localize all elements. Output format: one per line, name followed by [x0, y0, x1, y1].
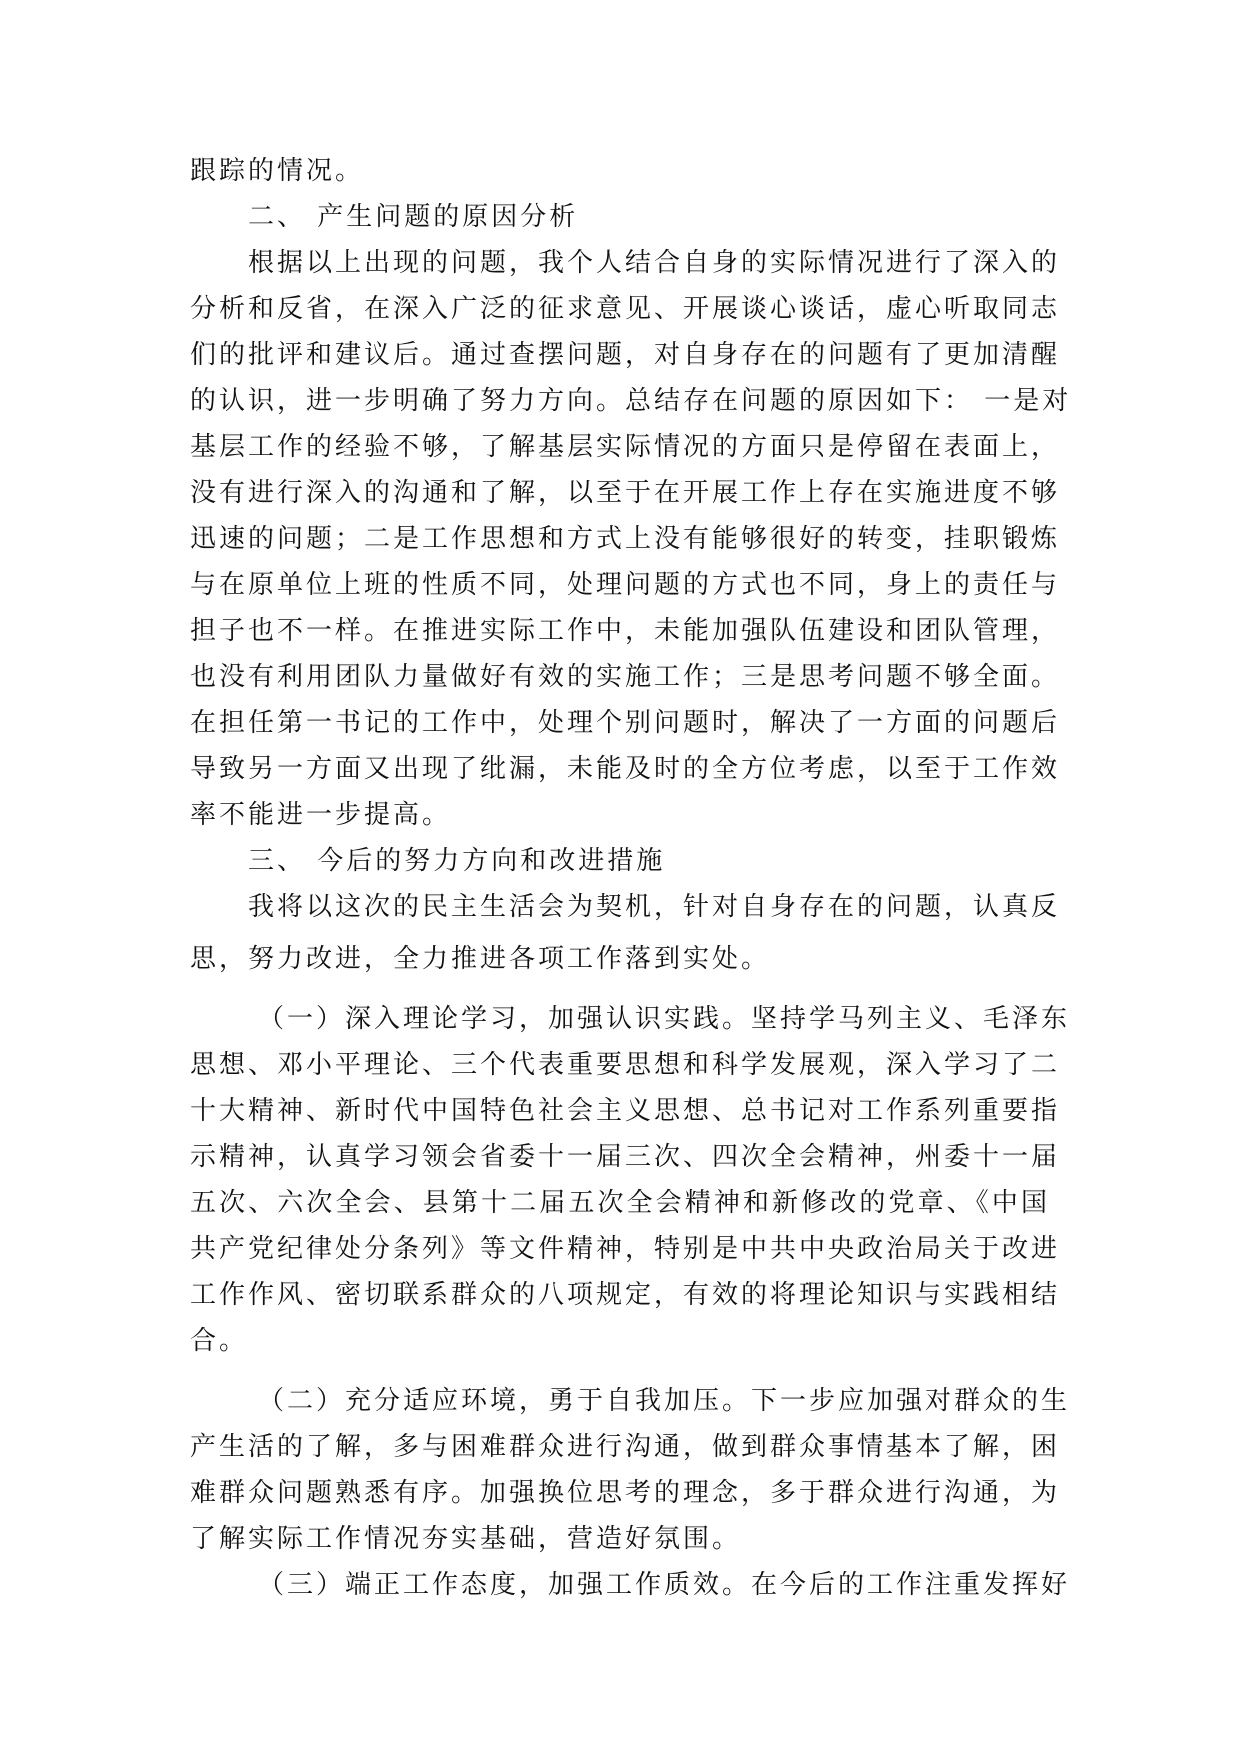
document-body [190, 148, 1072, 1608]
paragraph-line: 了解实际工作情况夯实基础，营造好氛围。 [190, 1524, 742, 1554]
paragraph-line: 基层工作的经验不够，了解基层实际情况的方面只是停留在表面上， [190, 432, 1061, 462]
paragraph-line: 的认识，进一步明确了努力方向。总结存在问题的原因如下： 一是对 [190, 386, 1072, 416]
paragraph-line: （一）深入理论学习，加强认识实践。坚持学马列主义、毛泽东 [258, 1004, 1071, 1034]
paragraph-line: 五次、六次全会、县第十二届五次全会精神和新修改的党章、《中国 [190, 1188, 1050, 1218]
section-heading: 三、 今后的努力方向和改进措施 [248, 846, 666, 876]
paragraph-line: （三）端正工作态度，加强工作质效。在今后的工作注重发挥好 [258, 1570, 1071, 1600]
paragraph-line: （二）充分适应环境，勇于自我加压。下一步应加强对群众的生 [258, 1386, 1071, 1416]
paragraph-line: 合。 [190, 1326, 249, 1356]
paragraph-line: 工作作风、密切联系群众的八项规定，有效的将理论知识与实践相结 [190, 1280, 1061, 1310]
paragraph-line: 示精神，认真学习领会省委十一届三次、四次全会精神，州委十一届 [190, 1142, 1061, 1172]
paragraph-line: 根据以上出现的问题，我个人结合自身的实际情况进行了深入的 [248, 248, 1061, 278]
paragraph-line: 跟踪的情况。 [190, 156, 365, 186]
paragraph-line: 们的批评和建议后。通过查摆问题，对自身存在的问题有了更加清醒 [190, 340, 1061, 370]
paragraph-line: 思想、邓小平理论、三个代表重要思想和科学发展观，深入学习了二 [190, 1050, 1061, 1080]
paragraph-line: 十大精神、新时代中国特色社会主义思想、总书记对工作系列重要指 [190, 1096, 1061, 1126]
paragraph-line: 我将以这次的民主生活会为契机，针对自身存在的问题，认真反 [248, 892, 1061, 922]
paragraph-line: 共产党纪律处分条列》等文件精神，特别是中共中央政治局关于改进 [190, 1234, 1061, 1264]
paragraph-line: 产生活的了解，多与困难群众进行沟通，做到群众事情基本了解，困 [190, 1432, 1061, 1462]
paragraph-line: 担子也不一样。在推进实际工作中，未能加强队伍建设和团队管理， [190, 616, 1061, 646]
paragraph-line: 导致另一方面又出现了纰漏，未能及时的全方位考虑，以至于工作效 [190, 754, 1061, 784]
paragraph-line: 迅速的问题；二是工作思想和方式上没有能够很好的转变，挂职锻炼 [190, 524, 1061, 554]
section-heading: 二、 产生问题的原因分析 [248, 202, 579, 232]
paragraph-line: 也没有利用团队力量做好有效的实施工作；三是思考问题不够全面。 [190, 662, 1061, 692]
paragraph-line: 没有进行深入的沟通和了解，以至于在开展工作上存在实施进度不够 [190, 478, 1061, 508]
paragraph-line: 率不能进一步提高。 [190, 800, 452, 830]
paragraph-line: 在担任第一书记的工作中，处理个别问题时，解决了一方面的问题后 [190, 708, 1061, 738]
paragraph-line: 分析和反省，在深入广泛的征求意见、开展谈心谈话，虚心听取同志 [190, 294, 1061, 324]
paragraph-line: 与在原单位上班的性质不同，处理问题的方式也不同，身上的责任与 [190, 570, 1061, 600]
paragraph-line: 思，努力改进，全力推进各项工作落到实处。 [190, 944, 771, 974]
paragraph-line: 难群众问题熟悉有序。加强换位思考的理念，多于群众进行沟通，为 [190, 1478, 1061, 1508]
